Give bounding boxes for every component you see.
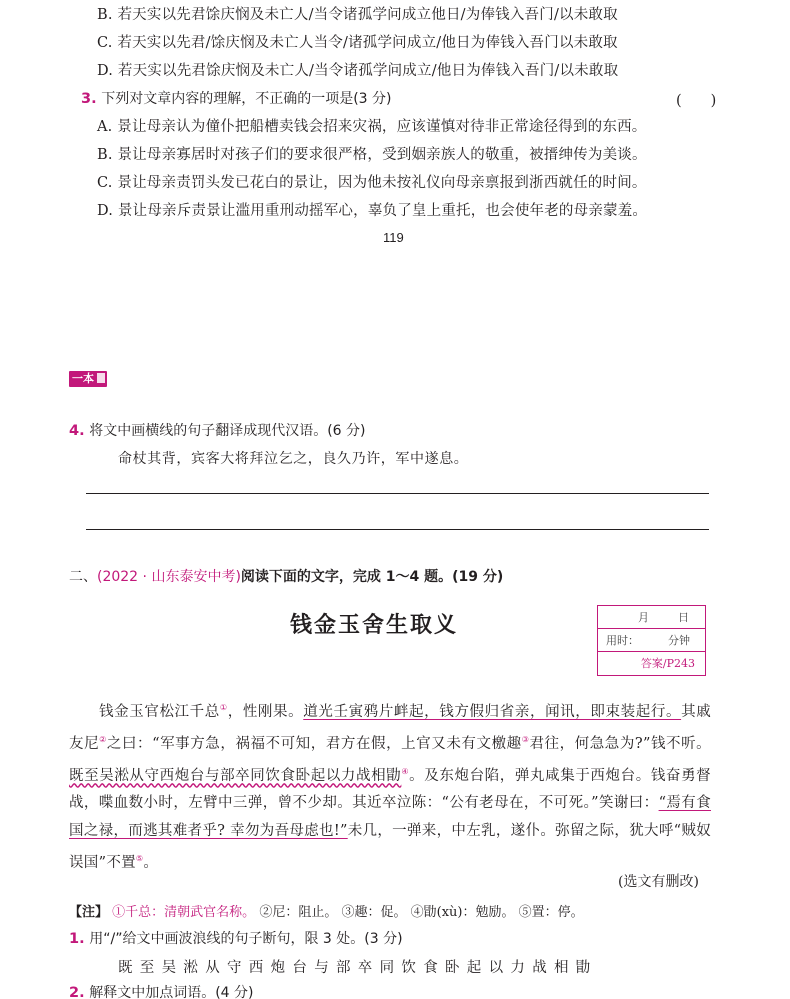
- text-segment: 君往，何急急为?”钱不听。: [529, 735, 711, 752]
- question-1: [69, 929, 403, 949]
- q3-option-a: A. 景让母亲认为僮仆把船槽卖钱会招来灾祸，应该谨慎对待非正常途径得到的东西。: [97, 119, 647, 135]
- wavy-underlined-sentence: 既至吴淞从守西炮台与部卒同饮食卧起以力战相勖: [69, 767, 402, 784]
- question-text: 下列对文章内容的理解，不正确的一项是(3 分): [101, 91, 392, 107]
- q3-option-b: B. 景让母亲寡居时对孩子们的要求很严格，受到姻亲族人的敬重，被搢绅传为美谈。: [97, 147, 647, 163]
- time-row: [598, 629, 705, 652]
- answer-ref[interactable]: 答案/P243: [640, 657, 695, 670]
- info-box: [597, 605, 706, 676]
- question-text: 解释文中加点词语。(4 分): [89, 985, 254, 999]
- note-mark: ①: [219, 703, 228, 712]
- note-mark: ③: [521, 734, 530, 744]
- punctuation-sentence: 既至吴淞从守西炮台与部卒同饮食卧起以力战相勖: [118, 960, 598, 976]
- q3-option-d: D. 景让母亲斥责景让滥用重刑动摇军心，辜负了皇上重托，也会使年老的母亲蒙羞。: [97, 203, 648, 219]
- footnote: ①千总：清朝武官名称。: [112, 905, 256, 920]
- translation-sentence: 命杖其背，宾客大将拜泣乞之，良久乃许，军中遂息。: [118, 451, 469, 467]
- time-label: 用时：: [606, 634, 639, 647]
- page-number: 119: [383, 230, 404, 245]
- underlined-sentence: “焉有食国之禄，而逃其难者乎? 幸勿为吾母虑也!”: [69, 795, 711, 840]
- question-number: 4.: [69, 423, 85, 439]
- answer-line-1[interactable]: [86, 493, 709, 494]
- note-mark: ②: [99, 734, 107, 744]
- source-note: (选文有删改): [618, 874, 699, 890]
- option-c: C. 若天实以先君/馀庆悯及未亡人当令/诸孤学问成立/他日为俸钱入吾门以未敢取: [97, 35, 618, 51]
- article-paragraph: [69, 694, 711, 877]
- question-2: [69, 983, 254, 999]
- notes-tag: 【注】: [69, 905, 109, 920]
- option-d: D. 若天实以先君馀庆悯及未亡人/当令诸孤学问成立/他日为俸钱入吾门/以未敢取: [97, 63, 619, 79]
- footnote: ③趣：促。: [341, 905, 407, 920]
- q3-option-c: C. 景让母亲责罚头发已花白的景让，因为他未按礼仪向母亲禀报到浙西就任的时间。: [97, 175, 647, 191]
- section-prefix: 二、: [69, 569, 97, 585]
- text-segment: 之曰：“军事方急，祸福不可知，君方在假，上官又未有文檄趣: [106, 735, 522, 752]
- option-b: B. 若天实以先君馀庆悯及未亡人/当令诸孤学问成立他日/为俸钱入吾门/以未敢取: [97, 7, 618, 23]
- text-segment: ，性刚果。: [227, 703, 304, 720]
- day-label: 日: [678, 611, 689, 624]
- date-row: [598, 606, 705, 629]
- section-heading: [69, 566, 503, 586]
- answer-parentheses: ( ): [676, 93, 717, 109]
- question-3: [81, 89, 392, 109]
- question-text: 用“/”给文中画波浪线的句子断句，限 3 处。(3 分): [89, 931, 403, 947]
- text-segment: 其戚友尼: [69, 703, 711, 752]
- month-label: 月: [638, 611, 649, 624]
- time-unit: 分钟: [668, 634, 690, 647]
- question-4: [69, 421, 366, 441]
- question-number: 3.: [81, 91, 97, 107]
- footnote: ⑤置：停。: [518, 905, 584, 920]
- question-number: 1.: [69, 931, 85, 947]
- footnote: ④勖(xù)：勉励。: [410, 905, 515, 920]
- text-segment: 钱金玉官松江千总: [99, 703, 220, 720]
- note-mark: ④: [401, 766, 410, 776]
- question-text: 将文中画横线的句子翻译成现代汉语。(6 分): [89, 423, 366, 439]
- section-instruction: 阅读下面的文字，完成 1～4 题。(19 分): [240, 569, 504, 585]
- footnote: ②尼：阻止。: [259, 905, 338, 920]
- text-segment: 未几，一弹来，中左乳，遂仆。弥留之际，犹大呼“贼奴误国”不置: [69, 823, 711, 872]
- text-segment: 。及东炮台陷，弹丸咸集于西炮台。钱奋勇督战，喋血数小时，左臂中三弹，曾不少却。其近卒泣陈：“公有老母在，不可死。”笑谢曰：: [69, 767, 711, 812]
- logo-mark-icon: [97, 373, 105, 383]
- section-source: (2022 · 山东泰安中考): [97, 569, 241, 585]
- text-segment: 。: [143, 855, 159, 872]
- question-number: 2.: [69, 985, 85, 999]
- underlined-sentence: 道光壬寅鸦片衅起，钱方假归省亲，闻讯，即束装起行。: [303, 703, 682, 720]
- answer-line-2[interactable]: [86, 529, 709, 530]
- note-mark: ⑤: [135, 854, 144, 864]
- publisher-logo: [69, 371, 107, 387]
- logo-text: 一本: [72, 372, 94, 385]
- article-title: 钱金玉舍生取义: [290, 613, 459, 638]
- footnotes: [69, 901, 584, 920]
